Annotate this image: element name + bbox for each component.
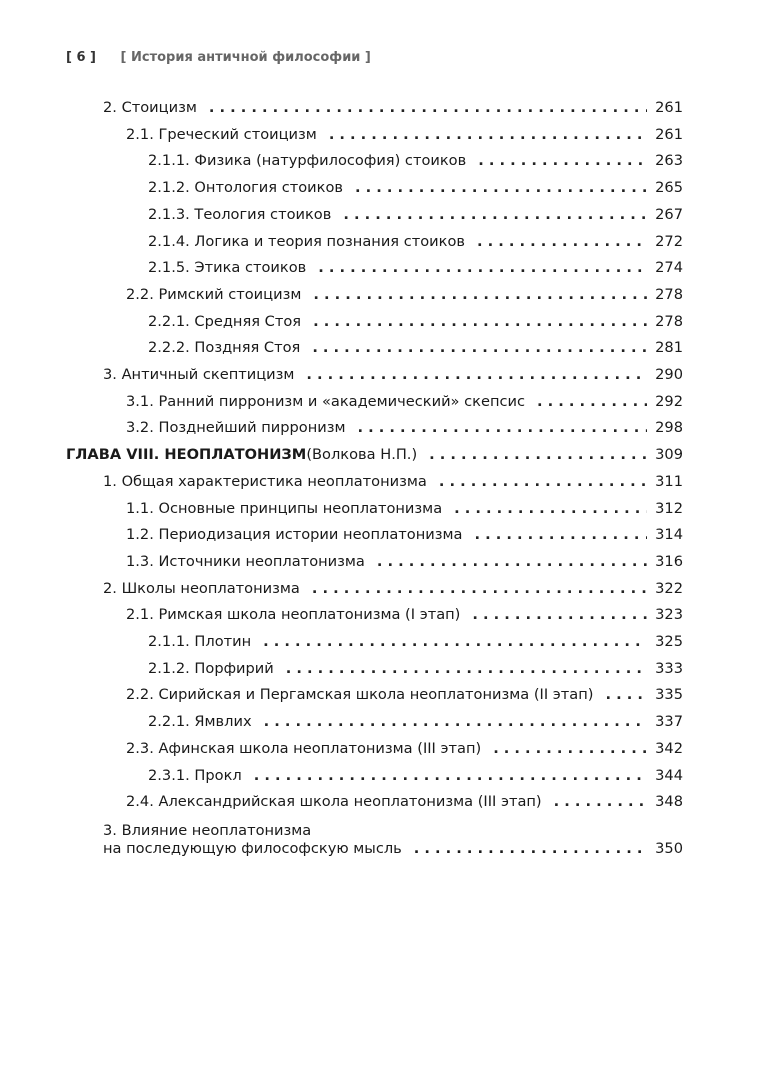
toc-entry[interactable] (0, 259, 683, 277)
toc-entry-page: 290 (655, 366, 683, 383)
toc-entry[interactable] (0, 419, 683, 437)
toc-entry-page: 348 (655, 793, 683, 811)
toc-entry-page: 281 (655, 339, 683, 357)
toc-entry-title: 2.2.1. Ямвлих (148, 713, 252, 731)
toc-entry[interactable] (0, 339, 683, 357)
toc-entry-page: 344 (655, 766, 683, 784)
toc-entry-page: 342 (655, 739, 683, 757)
toc-entry-page: 261 (655, 125, 683, 143)
toc-entry-title: 2.2. Сирийская и Пергамская школа неоплатонизма (II этап) (126, 686, 594, 704)
toc-entry-title: 3.1. Ранний пирронизм и «академический» скепсис (126, 392, 526, 410)
toc-leader-dots (313, 313, 647, 331)
toc-entry-title: 2.1.2. Порфирий (148, 659, 274, 677)
toc-entry[interactable] (0, 686, 683, 704)
toc-entry-page: 261 (655, 99, 683, 116)
toc-entry-page: 335 (655, 686, 683, 704)
toc-leader-dots (537, 393, 647, 411)
toc-entry-title: 3. Античный скептицизм (103, 366, 295, 383)
toc-entry-page: 316 (655, 552, 683, 570)
toc-entry[interactable] (0, 740, 683, 758)
toc-leader-dots (209, 99, 647, 117)
toc-entry-title: 1.2. Периодизация истории неоплатонизма (126, 526, 463, 544)
toc-entry-page: 322 (655, 579, 683, 597)
toc-entry-title: 2.3. Афинская школа неоплатонизма (III этап) (126, 739, 482, 757)
toc-entry-page: 278 (655, 312, 683, 330)
toc-entry-title: 1.3. Источники неоплатонизма (126, 552, 365, 570)
toc-entry-page: 309 (655, 446, 683, 464)
toc-entry-title: 2.1. Греческий стоицизм (126, 125, 317, 143)
toc-entry-page: 265 (655, 179, 683, 197)
toc-entry[interactable] (0, 286, 683, 304)
toc-entry-title: 2.2. Римский стоицизм (126, 285, 302, 303)
toc-leader-dots (472, 606, 647, 624)
toc-leader-dots (429, 446, 647, 464)
toc-entry[interactable] (0, 526, 683, 544)
toc-entry-title: 2. Стоицизм (103, 99, 197, 116)
toc-entry-page: 350 (655, 839, 683, 857)
toc-entry[interactable] (0, 767, 683, 785)
toc-leader-dots (264, 713, 648, 731)
toc-entry-title: 2.1.1. Физика (натурфилософия) стоиков (148, 152, 467, 170)
toc-entry-title: 2.1. Римская школа неоплатонизма (I этап) (126, 606, 461, 624)
toc-entry[interactable] (0, 793, 683, 811)
toc-entry-title: 2.4. Александрийская школа неоплатонизма (III этап) (126, 793, 542, 811)
toc-leader-dots (439, 473, 647, 491)
toc-leader-dots (377, 553, 647, 571)
toc-leader-dots (414, 840, 647, 858)
toc-entry-title: 2.1.4. Логика и теория познания стоиков (148, 232, 466, 250)
page-number: [ 6 ] (66, 50, 96, 65)
toc-entry-page: 325 (655, 633, 683, 650)
toc-entry-title: 1.1. Основные принципы неоплатонизма (126, 499, 443, 517)
toc-entry-author: (Волкова Н.П.) (306, 446, 418, 464)
toc-entry[interactable] (0, 206, 683, 224)
toc-entry[interactable] (0, 606, 683, 624)
toc-entry-page: 312 (655, 499, 683, 517)
toc-entry[interactable] (0, 233, 683, 251)
toc-entry[interactable] (0, 500, 683, 518)
toc-entry-page: 323 (655, 606, 683, 624)
toc-entry-title: 2.2.2. Поздняя Стоя (148, 339, 301, 357)
toc-entry-page: 263 (655, 152, 683, 170)
toc-entry-page: 274 (655, 259, 683, 277)
toc-leader-dots (355, 179, 647, 197)
toc-entry-title-line1: 3. Влияние неоплатонизма (103, 821, 312, 839)
toc-leader-dots (454, 500, 647, 518)
toc-entry[interactable] (0, 179, 683, 197)
toc-entry-title: 2.2.1. Средняя Стоя (148, 312, 302, 330)
toc-entry-page: 333 (655, 659, 683, 677)
toc-entry-title: 2.3.1. Прокл (148, 766, 242, 784)
toc-entry-title: 3.2. Позднейший пирронизм (126, 419, 346, 437)
toc-leader-dots (493, 740, 647, 758)
toc-leader-dots (312, 339, 647, 357)
toc-leader-dots (605, 686, 647, 704)
toc-entry-title: 2.1.5. Этика стоиков (148, 259, 307, 277)
toc-entry[interactable] (0, 126, 683, 144)
toc-entry[interactable] (0, 99, 683, 117)
toc-entry-title: 2. Школы неоплатонизма (103, 579, 300, 597)
toc-entry-page: 314 (655, 526, 683, 544)
toc-entry[interactable] (0, 473, 683, 491)
toc-leader-dots (477, 233, 647, 251)
toc-entry[interactable] (0, 633, 683, 651)
toc-entry-page: 298 (655, 419, 683, 437)
toc-leader-dots (554, 793, 648, 811)
toc-entry-multiline[interactable] (103, 822, 683, 858)
toc-leader-dots (254, 767, 647, 785)
toc-leader-dots (312, 580, 647, 598)
toc-entry-page: 267 (655, 205, 683, 223)
toc-entry-page: 278 (655, 285, 683, 303)
toc-leader-dots (306, 366, 647, 384)
toc-entry[interactable] (0, 313, 683, 331)
toc-entry[interactable] (0, 580, 683, 598)
toc-leader-dots (343, 206, 647, 224)
toc-entry-page: 337 (655, 713, 683, 731)
running-header (66, 50, 371, 65)
toc-leader-dots (318, 259, 647, 277)
toc-entry-page: 292 (655, 392, 683, 410)
toc-leader-dots (263, 633, 647, 651)
book-title: [ История античной философии ] (120, 50, 371, 65)
toc-entry-page: 311 (655, 472, 683, 490)
toc-entry[interactable] (0, 152, 683, 170)
toc-entry-page: 272 (655, 232, 683, 250)
toc-entry[interactable] (0, 393, 683, 411)
toc-leader-dots (474, 526, 647, 544)
toc-entry[interactable] (0, 553, 683, 571)
toc-entry[interactable] (0, 366, 683, 384)
toc-entry-title: 2.1.1. Плотин (148, 633, 252, 650)
toc-entry[interactable] (0, 713, 683, 731)
toc-entry-title: ГЛАВА VIII. НЕОПЛАТОНИЗМ (66, 446, 307, 464)
toc-entry[interactable] (0, 446, 683, 464)
toc-leader-dots (329, 126, 647, 144)
toc-leader-dots (286, 660, 647, 678)
toc-leader-dots (313, 286, 647, 304)
toc-entry-title: 2.1.2. Онтология стоиков (148, 179, 343, 197)
toc-entry-title: 2.1.3. Теология стоиков (148, 205, 332, 223)
toc-entry[interactable] (0, 660, 683, 678)
toc-entry-title: 1. Общая характеристика неоплатонизма (103, 472, 427, 490)
toc-leader-dots (357, 419, 647, 437)
toc-leader-dots (478, 152, 647, 170)
toc-entry-title-line2: на последующую философскую мысль (103, 839, 402, 857)
